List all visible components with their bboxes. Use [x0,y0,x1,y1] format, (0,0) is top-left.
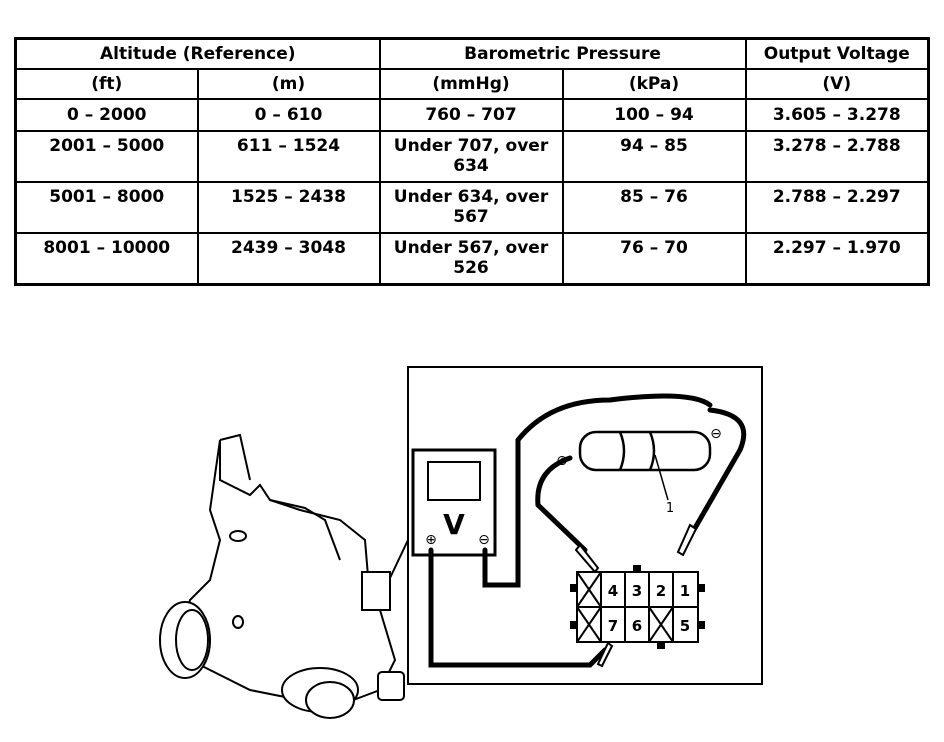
table-cell: 2001 – 5000 [16,131,198,182]
connector-pin-4: 4 [607,582,619,600]
table-cell: 0 – 2000 [16,99,198,131]
connector [571,566,704,648]
battery-plus-icon: ⊕ [556,453,568,469]
spec-table [14,37,930,286]
pressure-sensor-illustration [160,435,404,718]
voltmeter-label: V [443,508,465,541]
connector-pin-6: 6 [631,617,643,635]
header-pressure: Barometric Pressure [380,39,746,70]
connector-pin-2: 2 [655,582,667,600]
table-cell: 2.297 – 1.970 [746,233,929,285]
header-voltage: Output Voltage [746,39,929,70]
table-cell: 1525 – 2438 [198,182,380,233]
table-cell: 611 – 1524 [198,131,380,182]
table-row [16,99,929,131]
header-altitude: Altitude (Reference) [16,39,380,70]
connector-pin-7: 7 [607,617,619,635]
table-row [16,233,929,285]
table-cell: 85 – 76 [563,182,746,233]
table-cell: 3.278 – 2.788 [746,131,929,182]
table-cell: Under 567, over 526 [380,233,563,285]
table-row [16,131,929,182]
table-cell: 2.788 – 2.297 [746,182,929,233]
unit-mmhg: (mmHg) [380,69,563,99]
sensor-wiring-diagram [150,360,770,740]
table-cell: Under 634, over 567 [380,182,563,233]
connector-pin-5: 5 [679,617,691,635]
table-cell: 76 – 70 [563,233,746,285]
table-row [16,182,929,233]
unit-v: (V) [746,69,929,99]
voltmeter-plus-icon: ⊕ [425,532,437,548]
table-cell: 8001 – 10000 [16,233,198,285]
voltmeter-minus-icon: ⊖ [478,532,490,548]
table-cell: Under 707, over 634 [380,131,563,182]
table-cell: 0 – 610 [198,99,380,131]
unit-m: (m) [198,69,380,99]
unit-kpa: (kPa) [563,69,746,99]
table-cell: 100 – 94 [563,99,746,131]
table-cell: 3.605 – 3.278 [746,99,929,131]
table-cell: 760 – 707 [380,99,563,131]
battery-minus-icon: ⊖ [710,426,722,442]
connector-pin-1: 1 [679,582,691,600]
battery [580,432,710,470]
callout-number: 1 [665,501,675,516]
table-cell: 2439 – 3048 [198,233,380,285]
table-cell: 94 – 85 [563,131,746,182]
connector-pin-3: 3 [631,582,643,600]
voltmeter [413,450,495,555]
unit-ft: (ft) [16,69,198,99]
table-cell: 5001 – 8000 [16,182,198,233]
